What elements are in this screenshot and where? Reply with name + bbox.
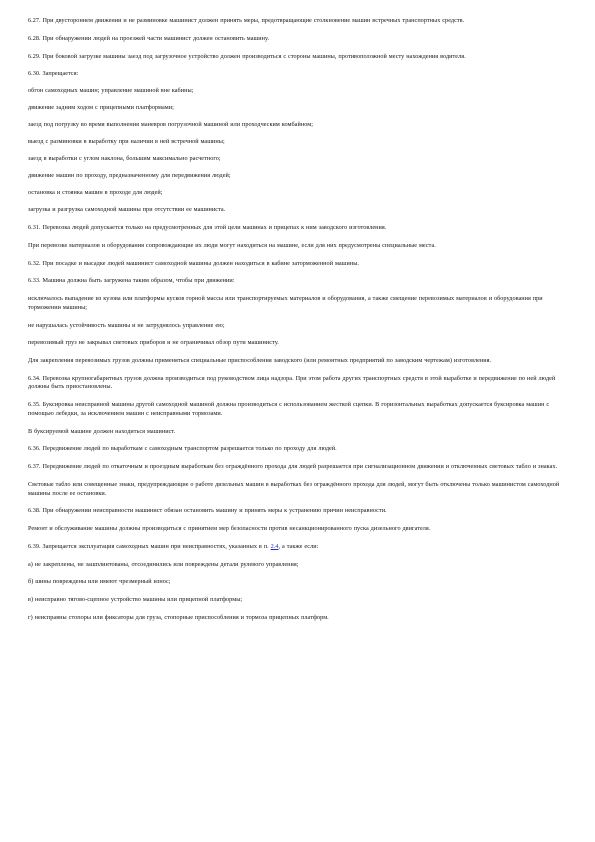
paragraph-6-35: 6.35. Буксировка неисправной машины другой самоходной машиной должна производиться с использованием жесткой сцепки. В горизонтальных выработках допускается буксировка машин с помощью лебедки, за исключением машин с неисправными тормозами. — [28, 401, 550, 417]
paragraph-6-28: 6.28. При обнаружении людей на проезжей части машинист должен остановить машину. — [28, 34, 270, 42]
paragraph-text: Ремонт и обслуживание машины должны производиться с принятием мер безопасности против несанкционированного пуска дизельного двигателя. — [28, 525, 431, 533]
list-item: а) не закреплены, не зашплинтованы, отсоединились или повреждены детали рулевого управления; — [28, 560, 299, 568]
paragraph-6-33: 6.33. Машина должна быть загружена таким образом, чтобы при движении: — [28, 277, 235, 285]
paragraph-6-30: 6.30. Запрещается: — [28, 70, 79, 78]
paragraph-text: не нарушалась устойчивость машины и не затруднялось управление ею; — [28, 321, 225, 329]
paragraph-6-38: 6.38. При обнаружении неисправности машинист обязан остановить машину и принять меры к устранению причин неисправности. — [28, 507, 387, 515]
paragraph-text: Для закрепления перевозимых грузов должны применяться специальные приспособления заводского (или ремонтных предприятий по заводским чертежам) изготовления. — [28, 357, 492, 365]
list-item: движение задним ходом с прицепными платформами; — [28, 104, 174, 112]
list-item: г) неисправны стопоры или фиксаторы для груза, стопорные приспособления и тормоза прицепных платформ. — [28, 614, 329, 621]
list-item: движение машин по проходу, предназначенному для передвижения людей; — [28, 172, 231, 180]
list-item: обгон самоходных машин; управление машиной вне кабины; — [28, 87, 194, 95]
list-item: заезд в выработки с углом наклона, большим максимально расчетного; — [28, 155, 221, 163]
paragraph-text: В буксируемой машине должен находиться машинист. — [28, 427, 176, 435]
clause-link[interactable]: 2.4 — [270, 542, 279, 550]
paragraph-6-27: 6.27. При двустороннем движении и не разминовке машинист должен принять меры, предотвращающие столкновение машин встречных транспортных средств. — [28, 17, 465, 24]
paragraph-text-end: , а также если: — [278, 542, 319, 550]
paragraph-6-37: 6.37. Передвижение людей по откаточным и проездным выработкам без ограждённого прохода для людей разрешается при сигнализационном движении и отключенных световых табло и знаках. — [28, 463, 558, 471]
list-item: выезд с разминовки в выработку при наличии в ней встречной машины; — [28, 138, 225, 146]
paragraph-text: При перевозке материалов и оборудования сопровождающие их люди могут находиться на машине, если для них предусмотрены специальные места. — [28, 241, 436, 249]
paragraph-6-39 — [28, 543, 568, 552]
paragraph-6-32: 6.32. При посадке и высадке людей машинист самоходной машины должен находиться в кабине заторможенной машины. — [28, 259, 360, 267]
list-item: заезд под погрузку во время выполнения маневров погрузочной машиной или проходческим комбайном; — [28, 121, 313, 129]
paragraph-text-start: 6.39. Запрещается эксплуатация самоходных машин при неисправностях, указанных в п. — [28, 542, 271, 550]
list-item: загрузка и разгрузка самоходной машины при отсутствии ее машиниста. — [28, 206, 226, 214]
paragraph-6-31: 6.31. Перевозка людей допускается только на предусмотренных для этой цели машинах и прицепах к ним заводского изготовления. — [28, 224, 387, 231]
paragraph-text: Световые табло или совещенные знаки, предупреждающие о работе дизельных машин в выработках без ограждённого прохода для людей, могут быть отключены только машинистом самоходной машины после ее остановки. — [28, 480, 560, 497]
document-body — [28, 17, 568, 632]
list-item: б) шины повреждены или имеют чрезмерный износ; — [28, 578, 171, 586]
list-item: остановка и стоянка машин в проходе для людей; — [28, 189, 163, 197]
paragraph-6-36: 6.36. Передвижение людей по выработкам с самоходным транспортом разрешается только по проходу для людей. — [28, 445, 337, 453]
paragraph-text: перевозимый груз не закрывал световых приборов и не ограничивал обзор пути машинисту. — [28, 339, 279, 347]
list-item: в) неисправно тягово-сцепное устройство машины или прицепной платформы; — [28, 596, 243, 604]
paragraph-text: исключалось выпадение из кузова или платформы кусков горной массы или транспортируемых материалов и оборудования, а также смещение перевозимых материалов и оборудования при торможении машины; — [28, 295, 543, 311]
paragraph-6-29: 6.29. При боковой загрузке машины заезд под загрузочное устройство должен производиться с стороны машины, противоположной месту нахождения водителя. — [28, 52, 466, 60]
paragraph-6-34: 6.34. Перевозка крупногабаритных грузов должна производиться под руководством лица надзора. При этом работа других транспортных средств в этой выработке и передвижение по ней людей должны быть приостановлены. — [28, 374, 556, 391]
